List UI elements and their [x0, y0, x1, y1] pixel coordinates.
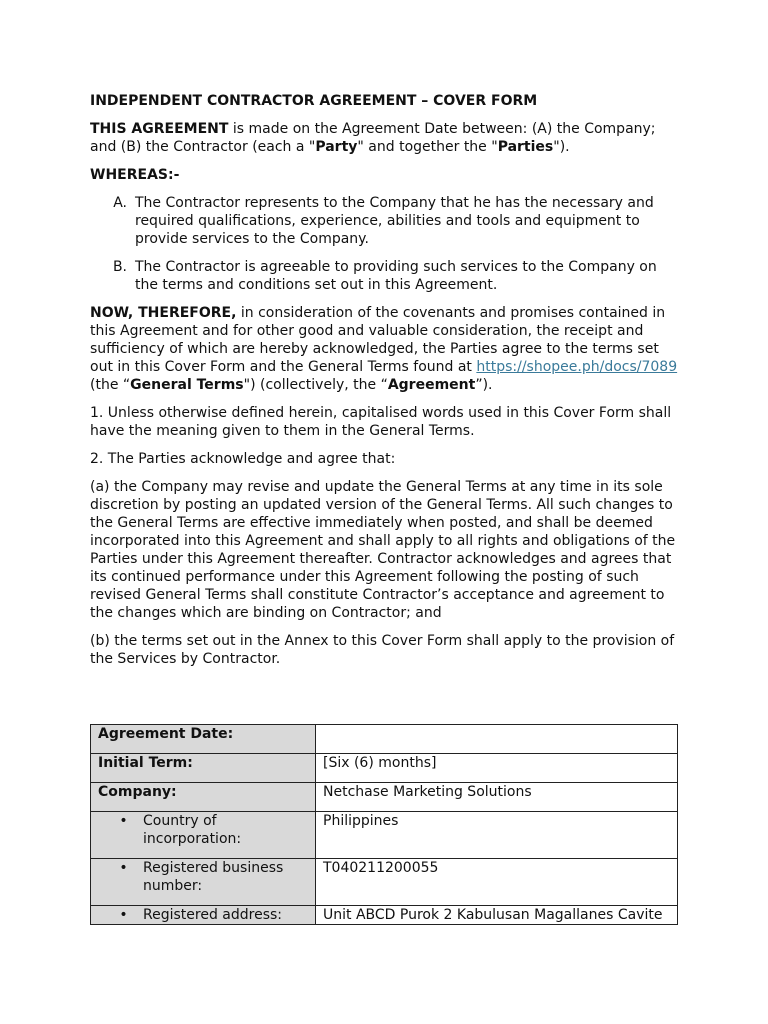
bullet-icon: •: [119, 813, 128, 829]
intro-lead: THIS AGREEMENT: [90, 121, 229, 137]
regno-label: Registered business number:: [143, 860, 284, 894]
country-label: Country of incorporation:: [143, 813, 242, 847]
initial-term-label: Initial Term:: [91, 754, 316, 783]
address-value: Unit ABCD Purok 2 Kabulusan Magallanes Cavite: [316, 906, 678, 925]
table-row: [91, 812, 678, 859]
recitals-list: [90, 194, 680, 294]
bullet-icon: •: [119, 860, 128, 876]
address-label: Registered address:: [143, 907, 283, 923]
bullet-line: [98, 812, 308, 848]
document-body: [90, 92, 680, 678]
bullet-line: [98, 859, 308, 895]
list-item: [90, 258, 680, 294]
company-label: Company:: [91, 783, 316, 812]
list-marker: A.: [113, 195, 127, 211]
company-value: Netchase Marketing Solutions: [316, 783, 678, 812]
initial-term-value: [Six (6) months]: [316, 754, 678, 783]
therefore-text-4: ”).: [475, 377, 493, 393]
list-marker: B.: [112, 259, 127, 275]
clause-2b: (b) the terms set out in the Annex to this Cover Form shall apply to the provision of the Services by Contractor.: [90, 633, 675, 667]
table-row: [91, 725, 678, 754]
intro-text-3: ").: [553, 139, 570, 155]
table-row: [91, 859, 678, 906]
country-label-cell: [91, 812, 316, 859]
table-row: [91, 783, 678, 812]
therefore-text-2: (the “: [90, 377, 131, 393]
therefore-paragraph: [90, 304, 680, 394]
clause-2: 2. The Parties acknowledge and agree that:: [90, 451, 396, 467]
whereas-heading: WHEREAS:-: [90, 167, 180, 183]
list-text: The Contractor is agreeable to providing such services to the Company on the terms and conditions set out in this Agreement.: [135, 259, 657, 293]
document-title: INDEPENDENT CONTRACTOR AGREEMENT – COVER FORM: [90, 93, 538, 109]
bullet-icon: •: [119, 907, 128, 923]
bullet-line: [98, 906, 308, 924]
details-table: [90, 724, 678, 925]
regno-label-cell: [91, 859, 316, 906]
country-value: Philippines: [316, 812, 678, 859]
therefore-text-3: ") (collectively, the “: [243, 377, 388, 393]
general-terms-bold: General Terms: [130, 377, 244, 393]
intro-text-2: " and together the ": [357, 139, 498, 155]
table-row: [91, 754, 678, 783]
list-text: The Contractor represents to the Company that he has the necessary and required qualifications, experience, abilities and tools and equipment to provide services to the Company.: [135, 195, 654, 247]
therefore-text-1: in consideration of the covenants and promises contained in this Agreement and for other good and valuable consideration, the receipt and sufficiency of which are hereby acknowledged, the Parties agree to the terms set out in this Cover Form and the General Terms found at: [90, 305, 666, 375]
agreement-date-label: Agreement Date:: [91, 725, 316, 754]
intro-parties: Parties: [497, 139, 554, 155]
table-row: [91, 906, 678, 925]
general-terms-link[interactable]: https://shopee.ph/docs/7089: [476, 359, 678, 375]
intro-text-1: is made on the Agreement Date between: (A) the Company; and (B) the Contractor (each a ": [90, 121, 656, 155]
intro-party: Party: [315, 139, 358, 155]
therefore-lead: NOW, THEREFORE,: [90, 305, 237, 321]
address-label-cell: [91, 906, 316, 925]
clause-1: 1. Unless otherwise defined herein, capitalised words used in this Cover Form shall have the meaning given to them in the General Terms.: [90, 405, 672, 439]
regno-value: T040211200055: [316, 859, 678, 906]
clause-2a: (a) the Company may revise and update the General Terms at any time in its sole discretion by posting an updated version of the General Terms. All such changes to the General Terms are effective immediately when posted, and shall be deemed incorporated into this Agreement and shall apply to all rights and obligations of the Parties under this Agreement thereafter. Contractor acknowledges and agrees that its continued performance under this Agreement following the posting of such revised General Terms shall constitute Contractor’s acceptance and agreement to the changes which are binding on Contractor; and: [90, 479, 676, 621]
list-item: [90, 194, 680, 248]
agreement-bold: Agreement: [387, 377, 476, 393]
agreement-date-value: [316, 725, 678, 754]
intro-paragraph: [90, 120, 680, 156]
